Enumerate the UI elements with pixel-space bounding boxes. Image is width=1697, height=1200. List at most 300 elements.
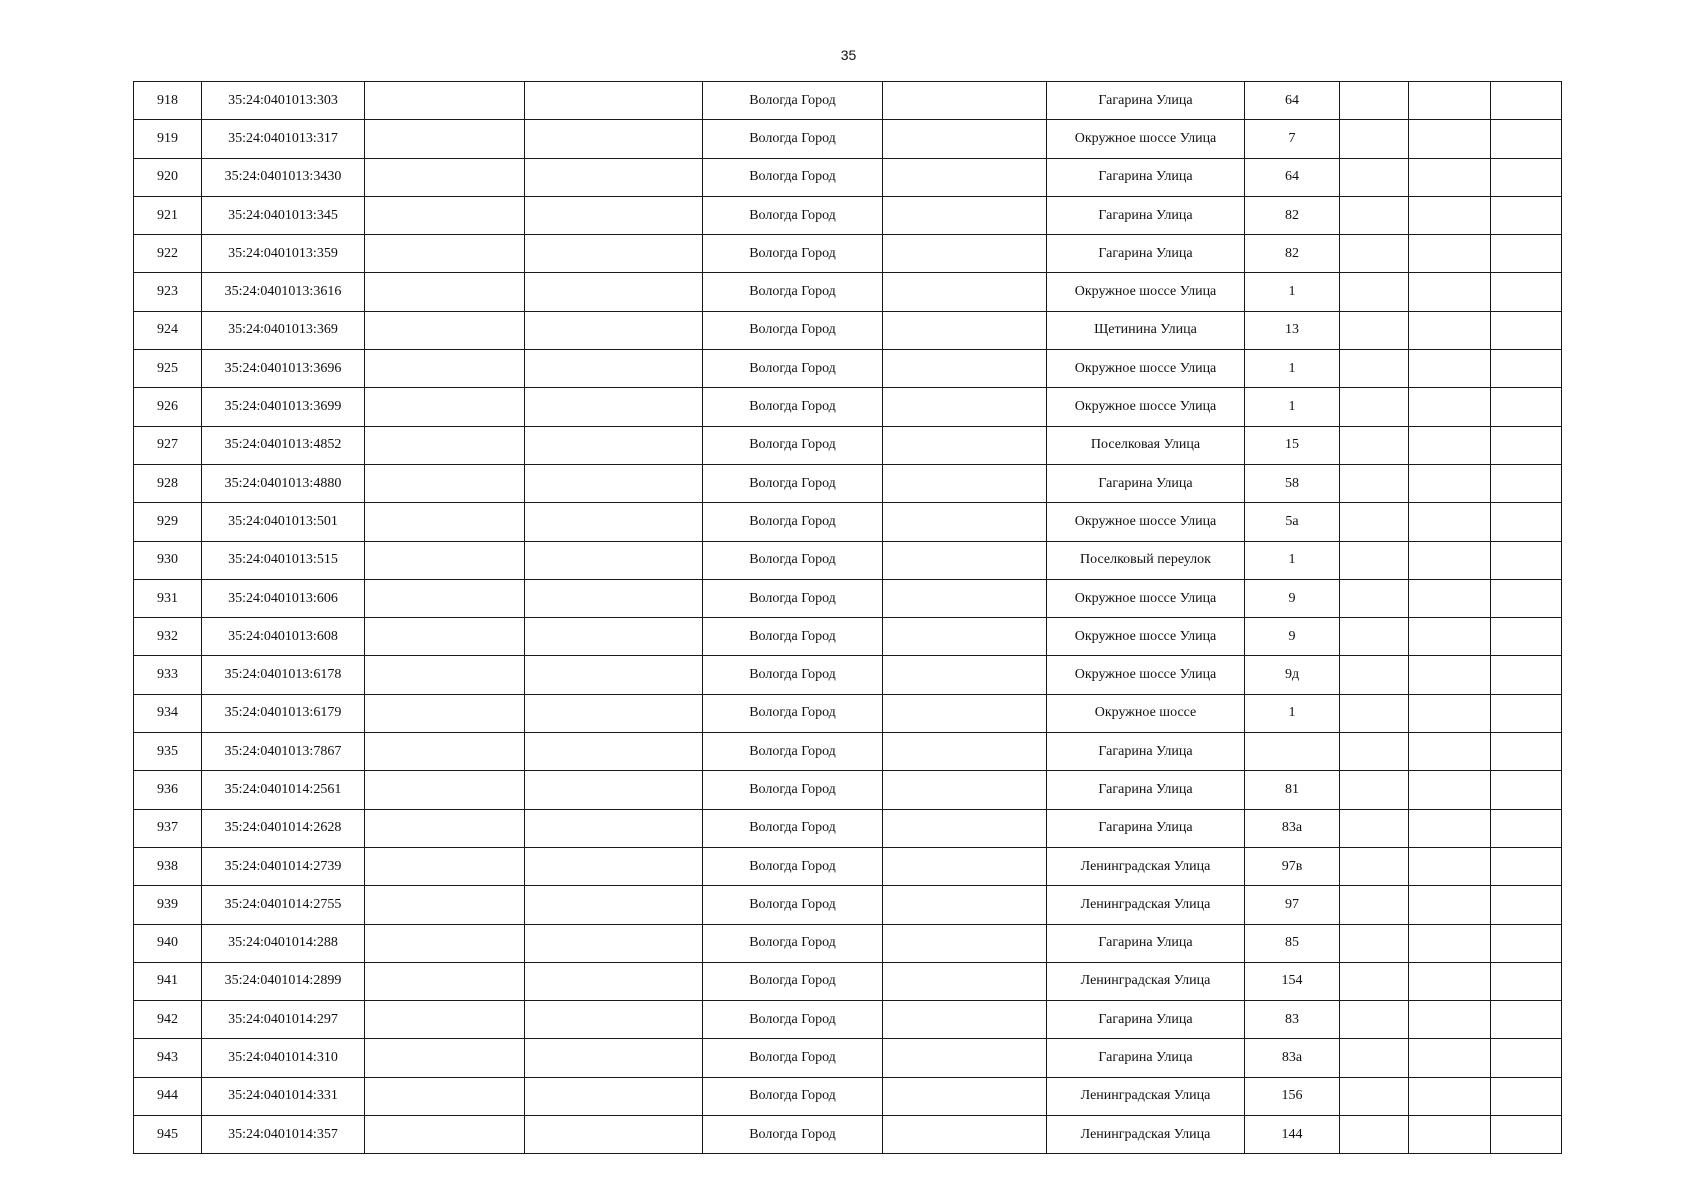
settlement-cell: Вологда Город [703,158,883,196]
street-cell: Окружное шоссе Улица [1047,273,1245,311]
empty-cell [525,733,703,771]
empty-cell [1340,541,1409,579]
settlement-cell: Вологда Город [703,962,883,1000]
empty-cell [1340,771,1409,809]
settlement-cell: Вологда Город [703,120,883,158]
row-number-cell: 928 [134,464,202,502]
empty-cell [1340,388,1409,426]
settlement-cell: Вологда Город [703,82,883,120]
empty-cell [525,962,703,1000]
row-number-cell: 934 [134,694,202,732]
empty-cell [1409,82,1491,120]
row-number-cell: 940 [134,924,202,962]
empty-cell [1491,541,1562,579]
empty-cell [883,1077,1047,1115]
settlement-cell: Вологда Город [703,464,883,502]
empty-cell [1409,503,1491,541]
empty-cell [365,771,525,809]
empty-cell [883,388,1047,426]
house-number-cell: 85 [1245,924,1340,962]
cadastral-number-cell: 35:24:0401013:6179 [202,694,365,732]
empty-cell [525,1039,703,1077]
cadastral-number-cell: 35:24:0401014:310 [202,1039,365,1077]
empty-cell [365,1001,525,1039]
street-cell: Гагарина Улица [1047,809,1245,847]
cadastral-number-cell: 35:24:0401014:297 [202,1001,365,1039]
row-number-cell: 930 [134,541,202,579]
street-cell: Гагарина Улица [1047,771,1245,809]
empty-cell [365,1116,525,1154]
row-number-cell: 926 [134,388,202,426]
settlement-cell: Вологда Город [703,733,883,771]
house-number-cell: 1 [1245,350,1340,388]
empty-cell [883,311,1047,349]
cadastral-number-cell: 35:24:0401013:3430 [202,158,365,196]
empty-cell [525,694,703,732]
empty-cell [1409,1116,1491,1154]
empty-cell [365,1039,525,1077]
empty-cell [1340,235,1409,273]
empty-cell [365,962,525,1000]
empty-cell [1491,503,1562,541]
house-number-cell: 144 [1245,1116,1340,1154]
house-number-cell: 64 [1245,158,1340,196]
empty-cell [525,924,703,962]
empty-cell [1491,886,1562,924]
settlement-cell: Вологда Город [703,235,883,273]
empty-cell [365,273,525,311]
house-number-cell: 82 [1245,196,1340,234]
house-number-cell: 1 [1245,694,1340,732]
empty-cell [1340,1116,1409,1154]
table-row [134,235,1562,273]
house-number-cell: 154 [1245,962,1340,1000]
empty-cell [525,464,703,502]
house-number-cell: 156 [1245,1077,1340,1115]
empty-cell [525,120,703,158]
empty-cell [883,464,1047,502]
row-number-cell: 931 [134,579,202,617]
empty-cell [1340,1077,1409,1115]
empty-cell [365,847,525,885]
empty-cell [883,1116,1047,1154]
street-cell: Гагарина Улица [1047,464,1245,502]
table-row [134,426,1562,464]
empty-cell [1491,694,1562,732]
house-number-cell: 15 [1245,426,1340,464]
empty-cell [525,886,703,924]
table-row [134,771,1562,809]
empty-cell [1340,311,1409,349]
cadastral-number-cell: 35:24:0401013:7867 [202,733,365,771]
table-row [134,388,1562,426]
empty-cell [525,350,703,388]
cadastral-number-cell: 35:24:0401014:357 [202,1116,365,1154]
table-row [134,503,1562,541]
empty-cell [1340,579,1409,617]
empty-cell [1491,1001,1562,1039]
empty-cell [883,541,1047,579]
street-cell: Гагарина Улица [1047,158,1245,196]
house-number-cell: 83а [1245,1039,1340,1077]
empty-cell [1409,771,1491,809]
empty-cell [1340,120,1409,158]
empty-cell [1409,235,1491,273]
empty-cell [883,618,1047,656]
cadastral-number-cell: 35:24:0401013:303 [202,82,365,120]
empty-cell [1491,733,1562,771]
empty-cell [1491,196,1562,234]
empty-cell [1409,311,1491,349]
house-number-cell: 5а [1245,503,1340,541]
empty-cell [1340,847,1409,885]
house-number-cell: 97 [1245,886,1340,924]
empty-cell [525,771,703,809]
empty-cell [1409,1001,1491,1039]
house-number-cell: 9 [1245,579,1340,617]
street-cell: Окружное шоссе [1047,694,1245,732]
empty-cell [525,388,703,426]
street-cell: Ленинградская Улица [1047,962,1245,1000]
row-number-cell: 938 [134,847,202,885]
empty-cell [525,273,703,311]
empty-cell [1491,426,1562,464]
empty-cell [525,82,703,120]
empty-cell [1409,924,1491,962]
settlement-cell: Вологда Город [703,273,883,311]
street-cell: Щетинина Улица [1047,311,1245,349]
empty-cell [883,886,1047,924]
settlement-cell: Вологда Город [703,924,883,962]
table-row [134,1116,1562,1154]
settlement-cell: Вологда Город [703,618,883,656]
house-number-cell: 13 [1245,311,1340,349]
empty-cell [1491,618,1562,656]
registry-table-body [134,82,1562,1154]
empty-cell [365,733,525,771]
table-row [134,656,1562,694]
house-number-cell: 83а [1245,809,1340,847]
empty-cell [883,273,1047,311]
row-number-cell: 942 [134,1001,202,1039]
cadastral-number-cell: 35:24:0401014:288 [202,924,365,962]
empty-cell [365,503,525,541]
street-cell: Окружное шоссе Улица [1047,579,1245,617]
settlement-cell: Вологда Город [703,579,883,617]
cadastral-number-cell: 35:24:0401013:606 [202,579,365,617]
empty-cell [1409,273,1491,311]
row-number-cell: 944 [134,1077,202,1115]
empty-cell [525,541,703,579]
row-number-cell: 943 [134,1039,202,1077]
house-number-cell: 9 [1245,618,1340,656]
street-cell: Поселковый переулок [1047,541,1245,579]
table-row [134,618,1562,656]
table-row [134,1039,1562,1077]
cadastral-number-cell: 35:24:0401013:501 [202,503,365,541]
cadastral-number-cell: 35:24:0401014:331 [202,1077,365,1115]
table-row [134,809,1562,847]
empty-cell [1340,196,1409,234]
empty-cell [883,503,1047,541]
empty-cell [1491,158,1562,196]
empty-cell [1491,771,1562,809]
row-number-cell: 923 [134,273,202,311]
empty-cell [365,350,525,388]
cadastral-number-cell: 35:24:0401014:2561 [202,771,365,809]
house-number-cell: 64 [1245,82,1340,120]
cadastral-number-cell: 35:24:0401014:2755 [202,886,365,924]
row-number-cell: 936 [134,771,202,809]
empty-cell [1340,426,1409,464]
empty-cell [525,1077,703,1115]
street-cell: Ленинградская Улица [1047,886,1245,924]
empty-cell [365,809,525,847]
settlement-cell: Вологда Город [703,311,883,349]
table-row [134,1077,1562,1115]
empty-cell [525,426,703,464]
empty-cell [365,541,525,579]
empty-cell [365,426,525,464]
street-cell: Окружное шоссе Улица [1047,350,1245,388]
cadastral-number-cell: 35:24:0401013:317 [202,120,365,158]
empty-cell [883,82,1047,120]
empty-cell [883,656,1047,694]
cadastral-number-cell: 35:24:0401013:6178 [202,656,365,694]
empty-cell [525,1001,703,1039]
empty-cell [1491,82,1562,120]
empty-cell [365,464,525,502]
table-row [134,694,1562,732]
house-number-cell: 81 [1245,771,1340,809]
empty-cell [1409,388,1491,426]
table-row [134,579,1562,617]
empty-cell [883,771,1047,809]
table-row [134,273,1562,311]
house-number-cell: 1 [1245,388,1340,426]
settlement-cell: Вологда Город [703,809,883,847]
empty-cell [525,809,703,847]
settlement-cell: Вологда Город [703,656,883,694]
empty-cell [1409,120,1491,158]
settlement-cell: Вологда Город [703,541,883,579]
street-cell: Окружное шоссе Улица [1047,618,1245,656]
house-number-cell: 9д [1245,656,1340,694]
empty-cell [525,235,703,273]
empty-cell [883,962,1047,1000]
row-number-cell: 939 [134,886,202,924]
street-cell: Гагарина Улица [1047,733,1245,771]
empty-cell [1491,273,1562,311]
empty-cell [1409,886,1491,924]
house-number-cell: 83 [1245,1001,1340,1039]
registry-table [133,81,1562,1154]
empty-cell [1491,1039,1562,1077]
empty-cell [883,809,1047,847]
street-cell: Гагарина Улица [1047,1001,1245,1039]
empty-cell [525,847,703,885]
table-row [134,196,1562,234]
table-row [134,120,1562,158]
empty-cell [883,158,1047,196]
empty-cell [1409,847,1491,885]
row-number-cell: 922 [134,235,202,273]
cadastral-number-cell: 35:24:0401013:4852 [202,426,365,464]
empty-cell [1340,618,1409,656]
street-cell: Ленинградская Улица [1047,1077,1245,1115]
settlement-cell: Вологда Город [703,426,883,464]
table-row [134,311,1562,349]
table-row [134,541,1562,579]
empty-cell [883,1039,1047,1077]
street-cell: Ленинградская Улица [1047,1116,1245,1154]
table-row [134,1001,1562,1039]
settlement-cell: Вологда Город [703,886,883,924]
empty-cell [1409,809,1491,847]
table-row [134,158,1562,196]
house-number-cell: 1 [1245,273,1340,311]
empty-cell [1340,503,1409,541]
empty-cell [525,618,703,656]
row-number-cell: 920 [134,158,202,196]
table-row [134,924,1562,962]
empty-cell [883,350,1047,388]
cadastral-number-cell: 35:24:0401013:3699 [202,388,365,426]
row-number-cell: 937 [134,809,202,847]
row-number-cell: 933 [134,656,202,694]
empty-cell [365,618,525,656]
cadastral-number-cell: 35:24:0401013:4880 [202,464,365,502]
house-number-cell: 58 [1245,464,1340,502]
cadastral-number-cell: 35:24:0401014:2628 [202,809,365,847]
empty-cell [1409,694,1491,732]
empty-cell [525,503,703,541]
empty-cell [365,235,525,273]
cadastral-number-cell: 35:24:0401014:2899 [202,962,365,1000]
row-number-cell: 925 [134,350,202,388]
cadastral-number-cell: 35:24:0401013:345 [202,196,365,234]
cadastral-number-cell: 35:24:0401013:608 [202,618,365,656]
settlement-cell: Вологда Город [703,1077,883,1115]
empty-cell [1491,809,1562,847]
empty-cell [525,311,703,349]
empty-cell [1340,962,1409,1000]
empty-cell [365,579,525,617]
cadastral-number-cell: 35:24:0401013:3696 [202,350,365,388]
settlement-cell: Вологда Город [703,694,883,732]
empty-cell [883,694,1047,732]
empty-cell [1340,1039,1409,1077]
street-cell: Гагарина Улица [1047,235,1245,273]
empty-cell [1340,1001,1409,1039]
empty-cell [883,196,1047,234]
empty-cell [1409,196,1491,234]
empty-cell [883,579,1047,617]
empty-cell [525,656,703,694]
empty-cell [1491,120,1562,158]
empty-cell [1491,311,1562,349]
settlement-cell: Вологда Город [703,1116,883,1154]
empty-cell [525,1116,703,1154]
cadastral-number-cell: 35:24:0401014:2739 [202,847,365,885]
row-number-cell: 935 [134,733,202,771]
empty-cell [365,158,525,196]
empty-cell [1491,579,1562,617]
empty-cell [365,388,525,426]
table-row [134,733,1562,771]
empty-cell [1409,541,1491,579]
empty-cell [365,886,525,924]
empty-cell [1491,350,1562,388]
empty-cell [1409,579,1491,617]
empty-cell [1340,656,1409,694]
empty-cell [365,196,525,234]
empty-cell [1340,273,1409,311]
empty-cell [1340,82,1409,120]
settlement-cell: Вологда Город [703,196,883,234]
empty-cell [1340,350,1409,388]
house-number-cell [1245,733,1340,771]
row-number-cell: 941 [134,962,202,1000]
empty-cell [1409,1039,1491,1077]
empty-cell [1409,962,1491,1000]
empty-cell [1491,235,1562,273]
house-number-cell: 1 [1245,541,1340,579]
settlement-cell: Вологда Город [703,1001,883,1039]
row-number-cell: 927 [134,426,202,464]
empty-cell [365,656,525,694]
street-cell: Окружное шоссе Улица [1047,388,1245,426]
empty-cell [883,733,1047,771]
empty-cell [525,579,703,617]
row-number-cell: 932 [134,618,202,656]
empty-cell [1491,1077,1562,1115]
row-number-cell: 924 [134,311,202,349]
cadastral-number-cell: 35:24:0401013:369 [202,311,365,349]
row-number-cell: 918 [134,82,202,120]
empty-cell [1409,426,1491,464]
row-number-cell: 921 [134,196,202,234]
settlement-cell: Вологда Город [703,388,883,426]
settlement-cell: Вологда Город [703,503,883,541]
empty-cell [1340,809,1409,847]
empty-cell [365,311,525,349]
empty-cell [1491,962,1562,1000]
table-row [134,962,1562,1000]
cadastral-number-cell: 35:24:0401013:359 [202,235,365,273]
page-number: 35 [840,47,857,63]
table-row [134,886,1562,924]
empty-cell [883,235,1047,273]
empty-cell [1491,847,1562,885]
street-cell: Гагарина Улица [1047,196,1245,234]
table-row [134,350,1562,388]
settlement-cell: Вологда Город [703,350,883,388]
empty-cell [1409,464,1491,502]
street-cell: Окружное шоссе Улица [1047,656,1245,694]
street-cell: Гагарина Улица [1047,924,1245,962]
row-number-cell: 919 [134,120,202,158]
empty-cell [1409,158,1491,196]
table-row [134,847,1562,885]
empty-cell [1491,656,1562,694]
empty-cell [1409,1077,1491,1115]
empty-cell [883,426,1047,464]
empty-cell [883,1001,1047,1039]
cadastral-number-cell: 35:24:0401013:3616 [202,273,365,311]
empty-cell [1491,924,1562,962]
empty-cell [1491,1116,1562,1154]
